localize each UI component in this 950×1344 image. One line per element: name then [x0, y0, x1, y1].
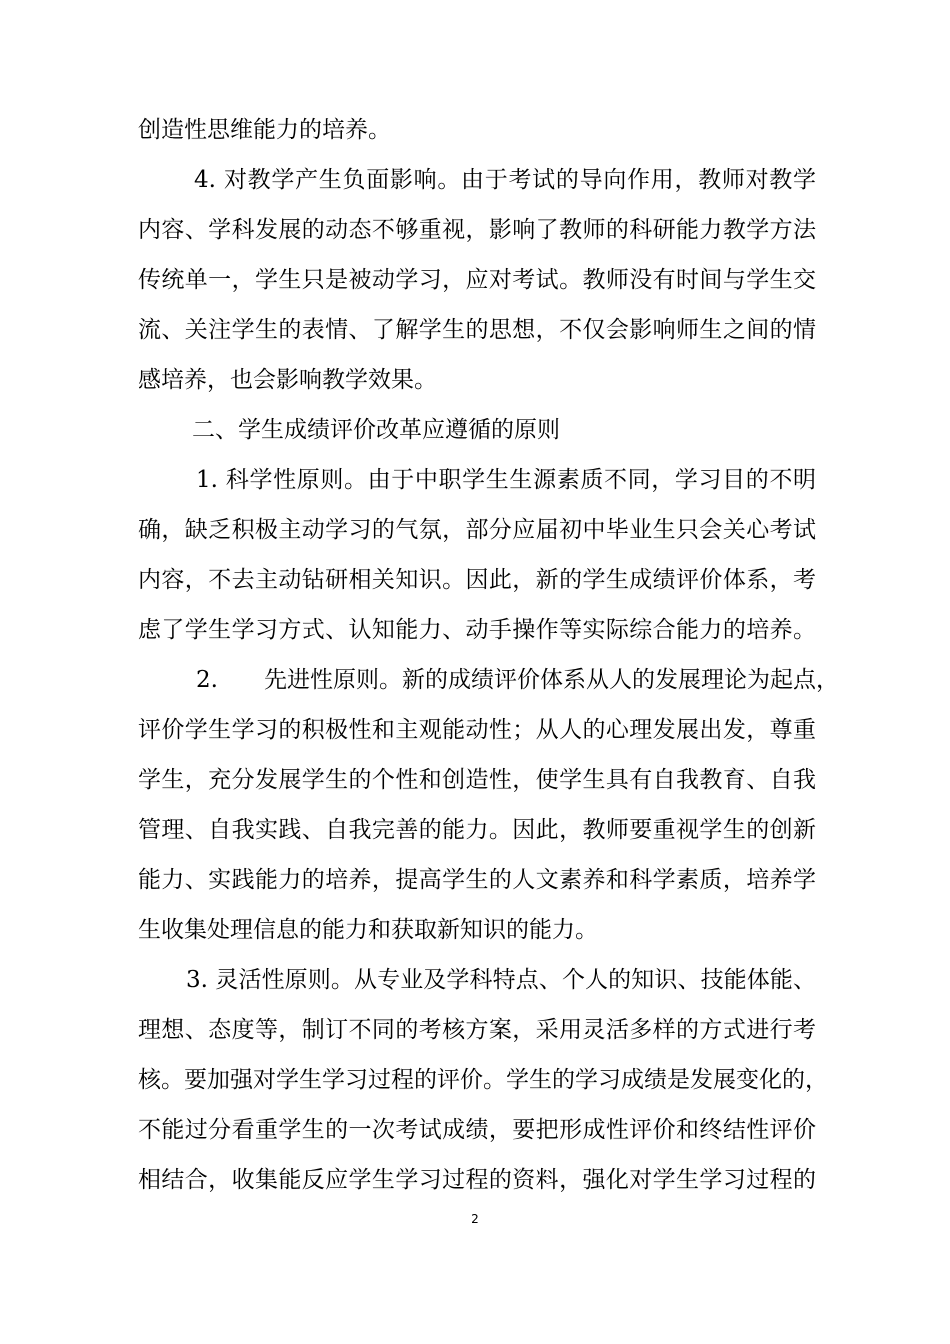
section-heading: 二、学生成绩评价改革应遵循的原则 [192, 417, 560, 443]
text-line: 流、关注学生的表情、了解学生的思想，不仅会影响师生之间的情 [138, 317, 816, 343]
text-line: 生收集处理信息的能力和获取新知识的能力。 [138, 917, 598, 943]
text-line: 4. 对教学产生负面影响。由于考试的导向作用，教师对教学 [194, 167, 816, 193]
text-line: 2. 先进性原则。新的成绩评价体系从人的发展理论为起点， [196, 667, 839, 693]
text-line: 创造性思维能力的培养。 [138, 117, 391, 143]
text-line: 能力、实践能力的培养，提高学生的人文素养和科学素质，培养学 [138, 867, 816, 893]
text-line: 学生，充分发展学生的个性和创造性，使学生具有自我教育、自我 [138, 767, 816, 793]
text-line: 传统单一，学生只是被动学习，应对考试。教师没有时间与学生交 [138, 267, 816, 293]
text-line: 内容、学科发展的动态不够重视，影响了教师的科研能力教学方法 [138, 217, 816, 243]
text-line: 评价学生学习的积极性和主观能动性；从人的心理发展出发，尊重 [138, 717, 816, 743]
text-line: 1. 科学性原则。由于中职学生生源素质不同，学习目的不明 [196, 467, 816, 493]
text-line: 相结合，收集能反应学生学习过程的资料，强化对学生学习过程的 [138, 1167, 816, 1193]
text-line: 内容，不去主动钻研相关知识。因此，新的学生成绩评价体系，考 [138, 567, 816, 593]
text-line: 感培养，也会影响教学效果。 [138, 367, 437, 393]
text-line: 管理、自我实践、自我完善的能力。因此，教师要重视学生的创新 [138, 817, 816, 843]
text-line: 确，缺乏积极主动学习的气氛，部分应届初中毕业生只会关心考试 [138, 517, 816, 543]
text-line: 虑了学生学习方式、认知能力、动手操作等实际综合能力的培养。 [138, 617, 816, 643]
text-line: 核。要加强对学生学习过程的评价。学生的学习成绩是发展变化的， [138, 1067, 828, 1093]
text-line: 3. 灵活性原则。从专业及学科特点、个人的知识、技能体能、 [186, 967, 816, 993]
text-line: 理想、态度等，制订不同的考核方案，采用灵活多样的方式进行考 [138, 1017, 816, 1043]
text-line: 不能过分看重学生的一次考试成绩，要把形成性评价和终结性评价 [138, 1117, 816, 1143]
page-number: 2 [471, 1212, 479, 1226]
